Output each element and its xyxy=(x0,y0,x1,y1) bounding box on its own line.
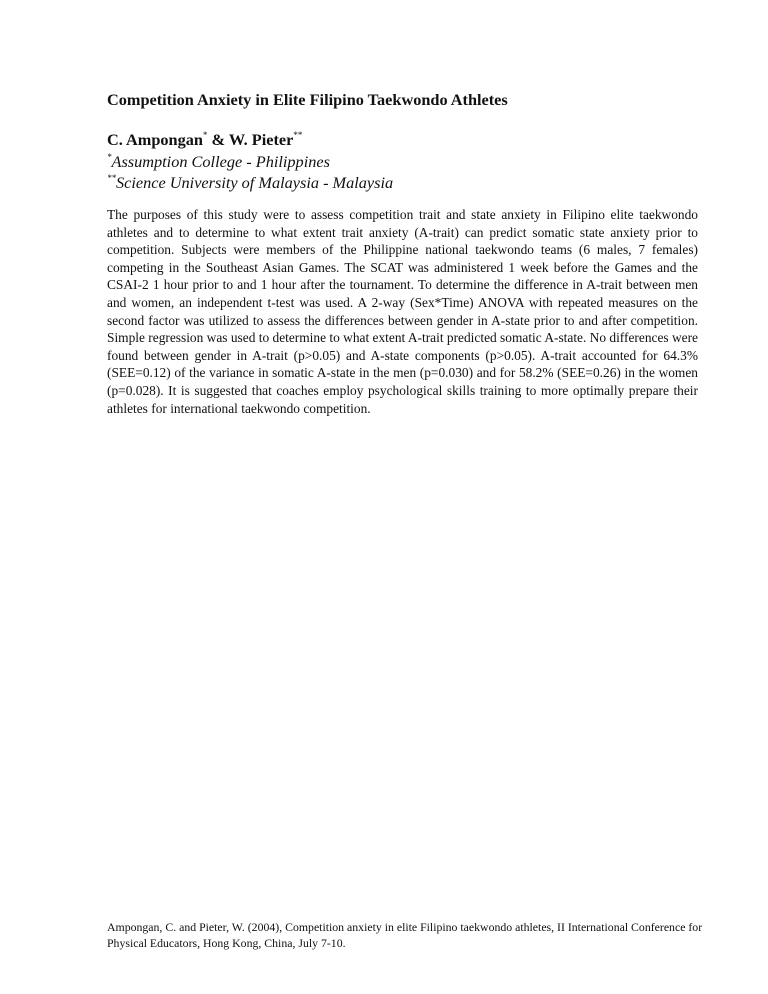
affiliation-1-text: Assumption College - Philippines xyxy=(111,152,330,171)
author-2-name: W. Pieter xyxy=(228,130,294,149)
affiliation-2-text: Science University of Malaysia - Malaysia xyxy=(116,173,394,192)
author-line xyxy=(107,130,302,150)
paper-title: Competition Anxiety in Elite Filipino Taekwondo Athletes xyxy=(107,90,508,109)
affiliation-2-mark: ** xyxy=(107,173,116,183)
affiliation-2 xyxy=(107,173,393,193)
affiliation-1-mark: * xyxy=(107,152,112,162)
author-1-affiliation-mark: * xyxy=(202,130,208,140)
author-separator: & xyxy=(207,130,229,149)
abstract-paragraph: The purposes of this study were to assess competition trait and state anxiety in Filipino elite taekwondo athletes and to determine to what extent trait anxiety (A-trait) can predict somatic state anxiety prior to competition. Subjects were members of the Philippine national taekwondo teams (6 males, 7 females) competing in the Southeast Asian Games. The SCAT was administered 1 week before the Games and the CSAI-2 1 hour prior to and 1 hour after the tournament. To determine the difference in A-trait between men and women, an independent t-test was used. A 2-way (Sex*Time) ANOVA with repeated measures on the second factor was utilized to assess the differences between gender in A-state prior to and after competition. Simple regression was used to determine to what extent A-trait predicted somatic A-state. No differences were found between gender in A-trait (p>0.05) and A-state components (p>0.05). A-trait accounted for 64.3% (SEE=0.12) of the variance in somatic A-state in the men (p=0.030) and for 58.2% (SEE=0.26) in the women (p=0.028). It is suggested that coaches employ psychological skills training to more optimally prepare their athletes for international taekwondo competition. xyxy=(107,207,698,416)
author-1-name: C. Ampongan xyxy=(107,130,203,149)
author-2-affiliation-mark: ** xyxy=(293,130,303,140)
citation-footer: Ampongan, C. and Pieter, W. (2004), Competition anxiety in elite Filipino taekwondo athletes, II International Conference for Physical Educators, Hong Kong, China, July 7-10. xyxy=(107,920,703,950)
affiliation-1 xyxy=(107,152,330,172)
